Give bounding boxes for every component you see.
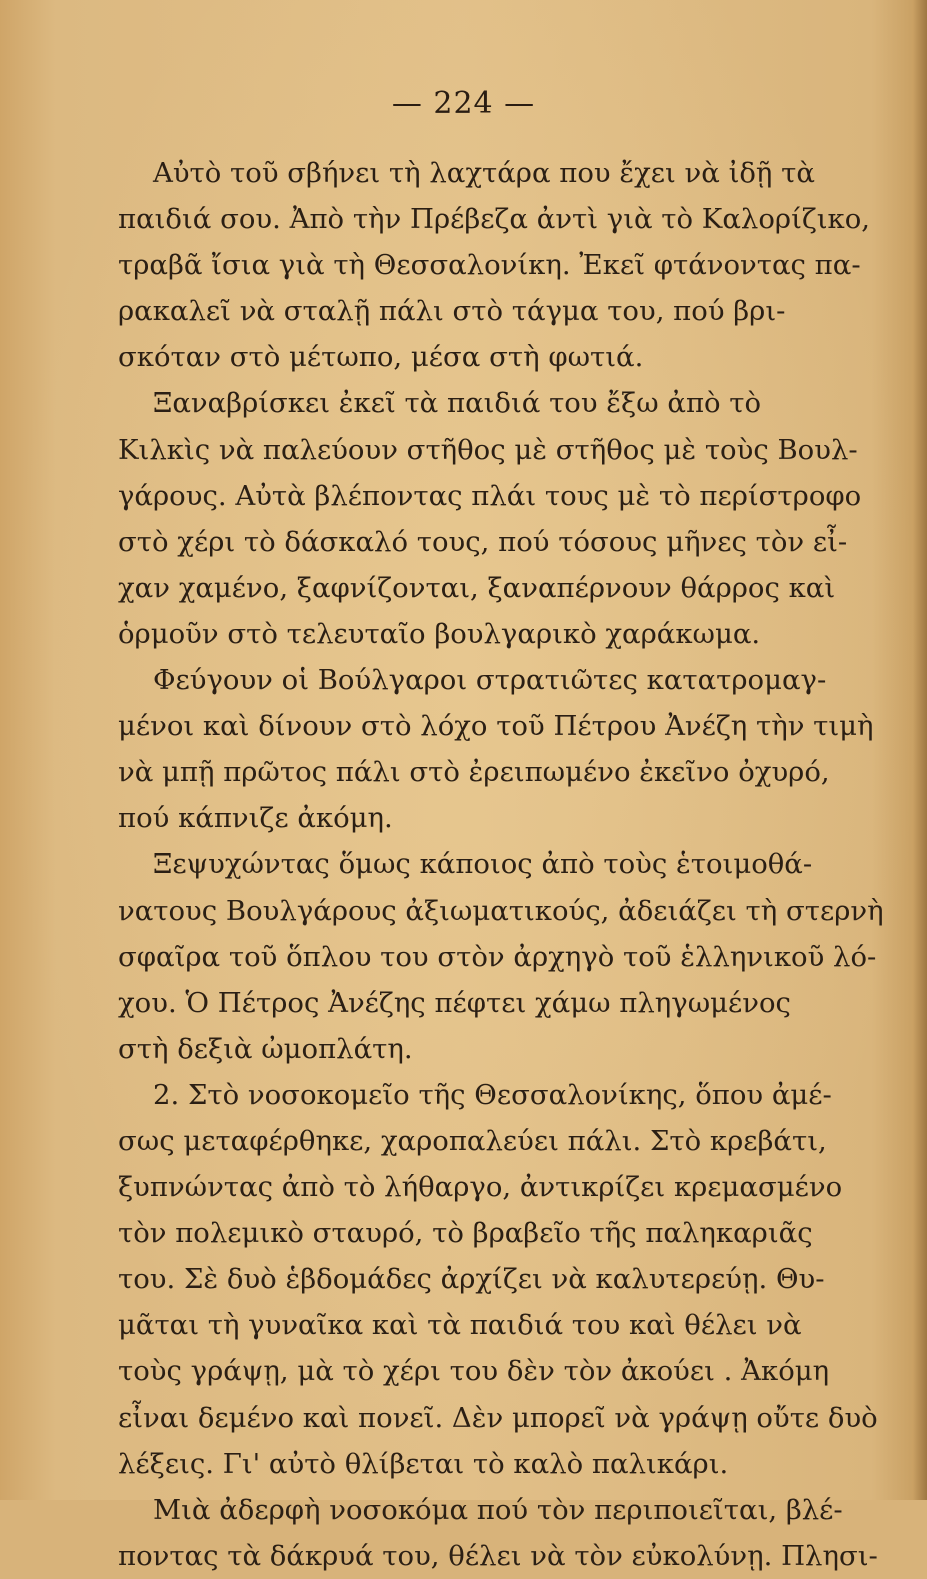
text-line: στὴ δεξιὰ ὠμοπλάτη. [118, 1032, 413, 1065]
text-line: τοὺς γράψῃ, μὰ τὸ χέρι του δὲν τὸν ἀκούει . Ἀκόμη [118, 1355, 830, 1388]
text-line: λέξεις. Γι' αὐτὸ θλίβεται τὸ καλὸ παλικάρι. [118, 1447, 729, 1480]
text-line: τὸν πολεμικὸ σταυρό, τὸ βραβεῖο τῆς παληκαριᾶς [118, 1217, 813, 1250]
text-line: παιδιά σου. Ἀπὸ τὴν Πρέβεζα ἀντὶ γιὰ τὸ Καλορίζικο, [118, 203, 871, 236]
text-line: μένοι καὶ δίνουν στὸ λόχο τοῦ Πέτρου Ἀνέζη τὴν τιμὴ [118, 710, 874, 743]
text-line: σως μεταφέρθηκε, χαροπαλεύει πάλι. Στὸ κρεβάτι, [118, 1124, 827, 1157]
text-line: πού κάπνιζε ἀκόμη. [118, 802, 393, 835]
text-line: ξυπνώντας ἀπὸ τὸ λήθαργο, ἀντικρίζει κρεμασμένο [118, 1171, 843, 1204]
text-line: Ξεψυχώντας ὅμως κάποιος ἀπὸ τοὺς ἑτοιμοθά- [118, 848, 813, 881]
text-line: εἶναι δεμένο καὶ πονεῖ. Δὲν μπορεῖ νὰ γράψῃ οὔτε δυὸ [118, 1401, 878, 1434]
text-line: ρακαλεῖ νὰ σταλῇ πάλι στὸ τάγμα του, πού βρι- [118, 295, 786, 328]
text-line: ποντας τὰ δάκρυά του, θέλει νὰ τὸν εὐκολύνῃ. Πλησι- [118, 1539, 878, 1572]
body-text [118, 150, 926, 1579]
page-number: — 224 — [391, 86, 536, 121]
text-line: Φεύγουν οἱ Βούλγαροι στρατιῶτες κατατρομαγ- [118, 664, 827, 697]
text-line: Μιὰ ἀδερφὴ νοσοκόμα πού τὸν περιποιεῖται, βλέ- [118, 1493, 843, 1526]
text-line: γάρους. Αὐτὰ βλέποντας πλάι τους μὲ τὸ περίστροφο [118, 479, 862, 512]
text-line: Αὐτὸ τοῦ σβήνει τὴ λαχτάρα που ἔχει νὰ ἰδῇ τὰ [118, 157, 815, 189]
text-line: μᾶται τὴ γυναῖκα καὶ τὰ παιδιά του καὶ θέλει νὰ [118, 1309, 802, 1342]
text-line: του. Σὲ δυὸ ἑβδομάδες ἀρχίζει νὰ καλυτερεύῃ. Θυ- [118, 1263, 825, 1296]
text-line: στὸ χέρι τὸ δάσκαλό τους, πού τόσους μῆνες τὸν εἶ- [118, 525, 848, 558]
text-line: τραβᾶ ἴσια γιὰ τὴ Θεσσαλονίκη. Ἐκεῖ φτάνοντας πα- [118, 249, 861, 282]
text-line: χου. Ὁ Πέτρος Ἀνέζης πέφτει χάμω πληγωμένος [118, 986, 791, 1019]
text-line: νὰ μπῇ πρῶτος πάλι στὸ ἐρειπωμένο ἐκεῖνο ὀχυρό, [118, 756, 830, 789]
text-line: νατους Βουλγάρους ἀξιωματικούς, ἀδειάζει τὴ στερνὴ [118, 894, 884, 927]
text-line: ὁρμοῦν στὸ τελευταῖο βουλγαρικὸ χαράκωμα. [118, 617, 761, 650]
text-line: σκόταν στὸ μέτωπο, μέσα στὴ φωτιά. [118, 341, 644, 374]
text-line: Ξαναβρίσκει ἐκεῖ τὰ παιδιά του ἔξω ἀπὸ τὸ [118, 387, 762, 420]
text-line: σφαῖρα τοῦ ὅπλου του στὸν ἀρχηγὸ τοῦ ἑλληνικοῦ λό- [118, 940, 877, 973]
text-line: Κιλκὶς νὰ παλεύουν στῆθος μὲ στῆθος μὲ τοὺς Βουλ- [118, 433, 858, 466]
text-line: χαν χαμένο, ξαφνίζονται, ξαναπέρνουν θάρρος καὶ [118, 571, 836, 604]
text-line: 2. Στὸ νοσοκομεῖο τῆς Θεσσαλονίκης, ὅπου ἀμέ- [118, 1078, 832, 1111]
